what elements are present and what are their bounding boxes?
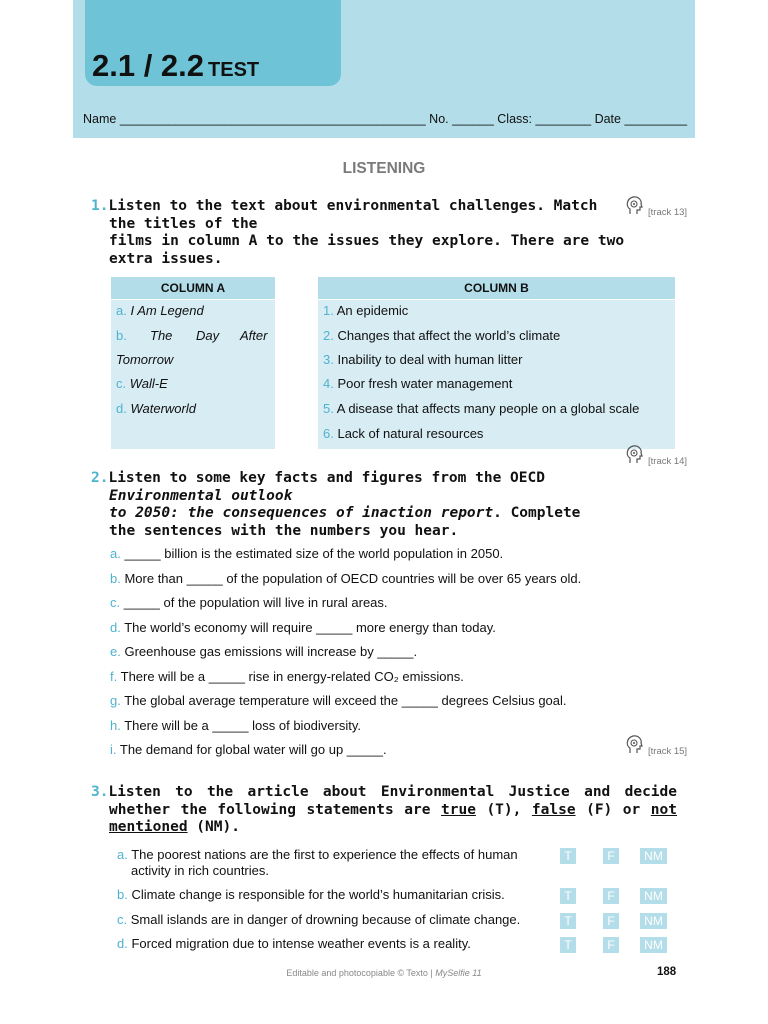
true-box[interactable]: T	[560, 848, 576, 864]
not-mentioned-box[interactable]: NM	[640, 913, 667, 929]
false-box[interactable]: F	[603, 888, 619, 904]
q2-line3: to 2050: the consequences of inaction report. Complete	[109, 505, 581, 521]
q2-instructions	[91, 470, 580, 540]
q1-line1: Listen to the text about environmental challenges. Match	[108, 198, 598, 214]
true-box[interactable]: T	[560, 913, 576, 929]
q3-line2: whether the following statements are true (T), false (F) or not	[109, 801, 677, 818]
col-b-item: 5. A disease that affects many people on a global scale	[323, 401, 640, 416]
q2-item: e. Greenhouse gas emissions will increase by _____.	[110, 644, 418, 659]
q3-item-wrap: activity in rich countries.	[131, 863, 269, 878]
q3-number: 3.	[91, 784, 109, 800]
column-a-header: COLUMN A	[111, 277, 275, 299]
q2-item: b. More than _____ of the population of OECD countries will be over 65 years old.	[110, 571, 582, 586]
title-main: 2.1 / 2.2	[92, 48, 205, 83]
column-a-body	[111, 300, 275, 449]
true-box[interactable]: T	[560, 888, 576, 904]
col-a-item: d. Waterworld	[116, 401, 196, 416]
q1-line3: films in column A to the issues they explore. There are two	[109, 233, 625, 249]
q3-instructions	[91, 784, 677, 837]
q3-item: c. Small islands are in danger of drowning because of climate change.	[117, 912, 521, 927]
page-number: 188	[657, 966, 677, 978]
q1-instructions	[91, 198, 624, 268]
headphone-head-icon	[624, 443, 644, 465]
q3-item: a. The poorest nations are the first to experience the effects of human	[117, 847, 518, 862]
false-box[interactable]: F	[603, 913, 619, 929]
column-b-header: COLUMN B	[318, 277, 675, 299]
worksheet-page: 2.1 / 2.2 TEST Name ____________________________________________ No. ______ Class: ________ Date _________ LISTENING 1.Listen to the text about environmental challenges. Match the titles of the films in column A to the issues they explore. There are two extra issues. [track 13] COLUMN A COLUMN B a. I Am Legend b. The Day After Tomorrow c. Wall-E d. Waterworld 1. An epidemic 2. Changes that affect the world’s climate 3. Inability to deal with human litter 4. Poor fresh water management 5. A disease that affects many people on a global scale 6. Lack of natural resources [track 14] 2.Listen to some key facts and figures from the OECD Environmental outlook to 2050: the consequences of inaction report. Complete the sentences with the numbers you hear. a. _____ billion is the estimated size of the world population in 2050. b. More than _____ of the population of OECD countries will be over 65 years old. c. _____ of the population will live in rural areas. d. The world’s economy will require _____ more energy than today. e. Greenhouse gas emissions will increase by _____. f. There will be a _____ rise in energy-related CO₂ emissions. g. The global average temperature will exceed the _____ degrees Celsius goal. h. There will be a _____ loss of biodiversity. i. The demand for global water will go up _____. [track 15] 3.Listen to the article about Environmental Justice and decide whether the following statements are true (T), false (F) or not mentioned (NM). a. The poorest nations are the first to experience the effects of human activity in rich countries. b. Climate change is responsible for the world’s humanitarian crisis. c. Small islands are in danger of drowning because of climate change. d. Forced migration due to intense weather events is a reality. T F NM T F NM T F NM T F NM Editable and photocopiable © Texto | MySelfie 11 188	[73, 0, 695, 1024]
not-mentioned-box[interactable]: NM	[640, 937, 667, 953]
col-b-item: 2. Changes that affect the world’s climate	[323, 328, 561, 343]
false-box[interactable]: F	[603, 848, 619, 864]
col-a-item-wrap: Tomorrow	[116, 352, 174, 367]
headphone-head-icon	[624, 733, 644, 755]
section-title: LISTENING	[342, 160, 426, 177]
q2-line1: Listen to some key facts and figures from the OECD	[108, 470, 545, 486]
q2-item: g. The global average temperature will exceed the _____ degrees Celsius goal.	[110, 693, 567, 708]
col-a-item: a. I Am Legend	[116, 303, 204, 318]
headphone-head-icon	[624, 194, 644, 216]
true-box[interactable]: T	[560, 937, 576, 953]
q2-item: f. There will be a _____ rise in energy-related CO₂ emissions.	[110, 669, 464, 684]
q3-item: b. Climate change is responsible for the world’s humanitarian crisis.	[117, 887, 505, 902]
not-mentioned-box[interactable]: NM	[640, 888, 667, 904]
false-box[interactable]: F	[603, 937, 619, 953]
q3-item: d. Forced migration due to intense weather events is a reality.	[117, 936, 471, 951]
title-suffix: TEST	[208, 59, 260, 81]
q1-track-label: [track 13]	[648, 207, 688, 218]
q2-item: c. _____ of the population will live in rural areas.	[110, 595, 388, 610]
q2-item: a. _____ billion is the estimated size of the world population in 2050.	[110, 546, 504, 561]
q3-line3: mentioned (NM).	[109, 819, 240, 835]
q3-line1: Listen to the article about Environmental Justice and decide	[108, 784, 677, 800]
q2-item: d. The world’s economy will require _____ more energy than today.	[110, 620, 496, 635]
test-title	[92, 48, 259, 84]
q2-line2: Environmental outlook	[109, 487, 293, 504]
q2-number: 2.	[91, 470, 109, 486]
q3-track-label: [track 15]	[648, 746, 688, 757]
q2-item: h. There will be a _____ loss of biodiversity.	[110, 718, 362, 733]
q1-number: 1.	[91, 198, 109, 214]
col-b-item: 3. Inability to deal with human litter	[323, 352, 523, 367]
footer-credit: Editable and photocopiable © Texto | MySelfie 11	[286, 968, 482, 978]
col-b-item: 4. Poor fresh water management	[323, 376, 513, 391]
student-info-line: Name ____________________________________________ No. ______ Class: ________ Date _________	[83, 112, 688, 126]
q1-line4: extra issues.	[109, 250, 223, 267]
q2-line4: the sentences with the numbers you hear.	[109, 522, 459, 539]
q2-item: i. The demand for global water will go up _____.	[110, 742, 387, 757]
col-b-item: 1. An epidemic	[323, 303, 409, 318]
col-b-item: 6. Lack of natural resources	[323, 426, 484, 441]
col-a-item: c. Wall-E	[116, 376, 168, 391]
q1-line2: the titles of the	[109, 215, 258, 232]
q2-track-label: [track 14]	[648, 456, 688, 467]
not-mentioned-box[interactable]: NM	[640, 848, 667, 864]
